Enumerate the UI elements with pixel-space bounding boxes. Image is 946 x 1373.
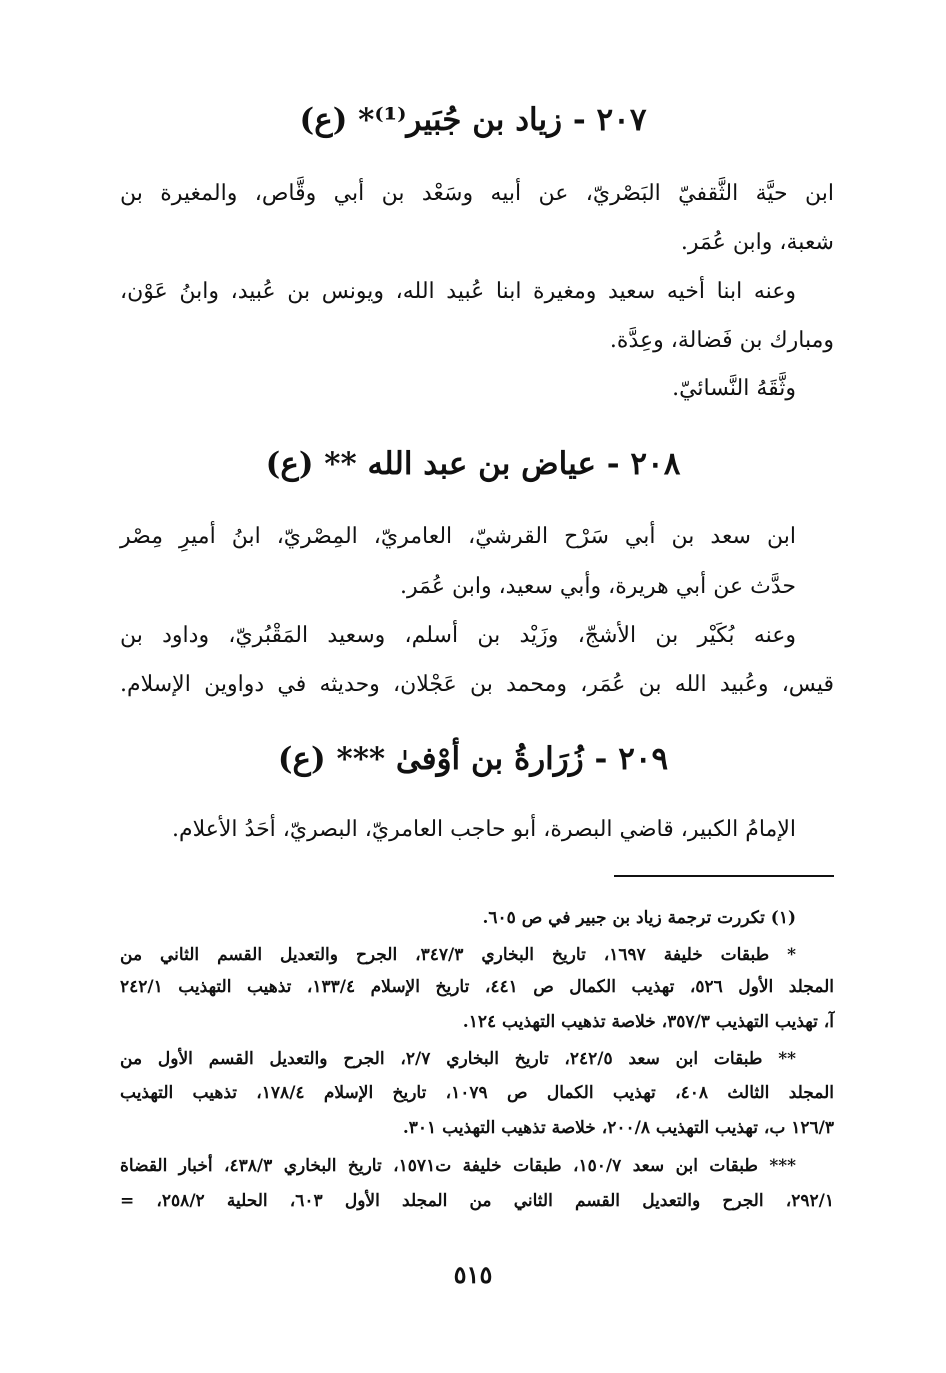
entry-207-line-4: ومبارك بن فَضالة، وعِدَّة.: [609, 328, 834, 353]
entry-209-line-1: الإمامُ الكبير، قاضي البصرة، أبو حاجب العامريّ، البصريّ، أحَدُ الأعلام.: [172, 817, 796, 842]
entry-208-line-4: قيس، وعُبيد الله بن عُمَر، ومحمد بن عَجْلان، وحديثه في دواوين الإسلام.: [120, 672, 834, 697]
footnote-separator: [614, 875, 834, 877]
footnote-line-8: *** طبقات ابن سعد ١٥٠/٧، طبقات خليفة ت١٥٧١، تاريخ البخاري ٤٣٨/٣، أخبار القضاة: [120, 1156, 797, 1176]
footnote-line-1: (١) تكررت ترجمة زياد بن جبير في ص ٦٠٥.: [482, 908, 796, 928]
footnote-line-9: ٢٩٢/١، الجرح والتعديل القسم الثاني من المجلد الأول ٦٠٣، الحلية ٢٥٨/٢، =: [120, 1191, 834, 1211]
entry-208-line-1: ابن سعد بن أبي سَرْح القرشيّ، العامريّ، المِصْريّ، ابنُ أميرِ مِصْر: [120, 524, 796, 549]
footnote-line-2: * طبقات خليفة ١٦٩٧، تاريخ البخاري ٣٤٧/٣، الجرح والتعديل القسم الثاني من: [120, 945, 796, 965]
footnote-line-5: ** طبقات ابن سعد ٢٤٢/٥، تاريخ البخاري ٢/٧، الجرح والتعديل القسم الأول من: [120, 1049, 796, 1069]
footnote-line-3: المجلد الأول ٥٢٦، تهذيب الكمال ص ٤٤١، تاريخ الإسلام ١٣٣/٤، تذهيب التهذيب ٢٤٢/١: [120, 977, 835, 997]
entry-207-line-5: وثَّقَهُ النَّسائيّ.: [672, 376, 796, 401]
footnote-line-6: المجلد الثالث ٤٠٨، تهذيب الكمال ص ١٠٧٩، تاريخ الإسلام ١٧٨/٤، تذهيب التهذيب: [120, 1083, 834, 1103]
footnote-line-4: آ، تهذيب التهذيب ٣٥٧/٣، خلاصة تذهيب التهذيب ١٢٤.: [462, 1012, 834, 1032]
entry-208-line-2: حدَّث عن أبي هريرة، وأبي سعيد، وابن عُمَر.: [400, 574, 796, 599]
entry-heading-209: ٢٠٩ - زُرَارةُ بن أوْفىٰ *** (ع): [277, 741, 669, 777]
entry-207-line-3: وعنه ابنا أخيه سعيد ومغيرة ابنا عُبيد الله، ويونس بن عُبيد، وابنُ عَوْن،: [120, 279, 796, 304]
entry-207-line-1: ابن حيَّة الثَّقفيّ البَصْريّ، عن أبيه وسَعْد بن أبي وقَّاص، والمغيرة بن: [120, 181, 834, 206]
entry-207-line-2: شعبة، وابن عُمَر.: [680, 230, 834, 255]
entry-heading-207: ٢٠٧ - زياد بن جُبَير⁽¹⁾* (ع): [299, 102, 647, 138]
entry-208-line-3: وعنه بُكَيْر بن الأشجّ، وزَيْد بن أسلم، وسعيد المَقْبُريّ، وداود بن: [120, 623, 796, 648]
footnote-line-7: ١٢٦/٣ ب، تهذيب التهذيب ٢٠٠/٨، خلاصة تذهيب التهذيب ٣٠١.: [402, 1118, 834, 1138]
page-number: ٥١٥: [453, 1260, 493, 1289]
entry-heading-208: ٢٠٨ - عياض بن عبد الله ** (ع): [265, 446, 681, 482]
